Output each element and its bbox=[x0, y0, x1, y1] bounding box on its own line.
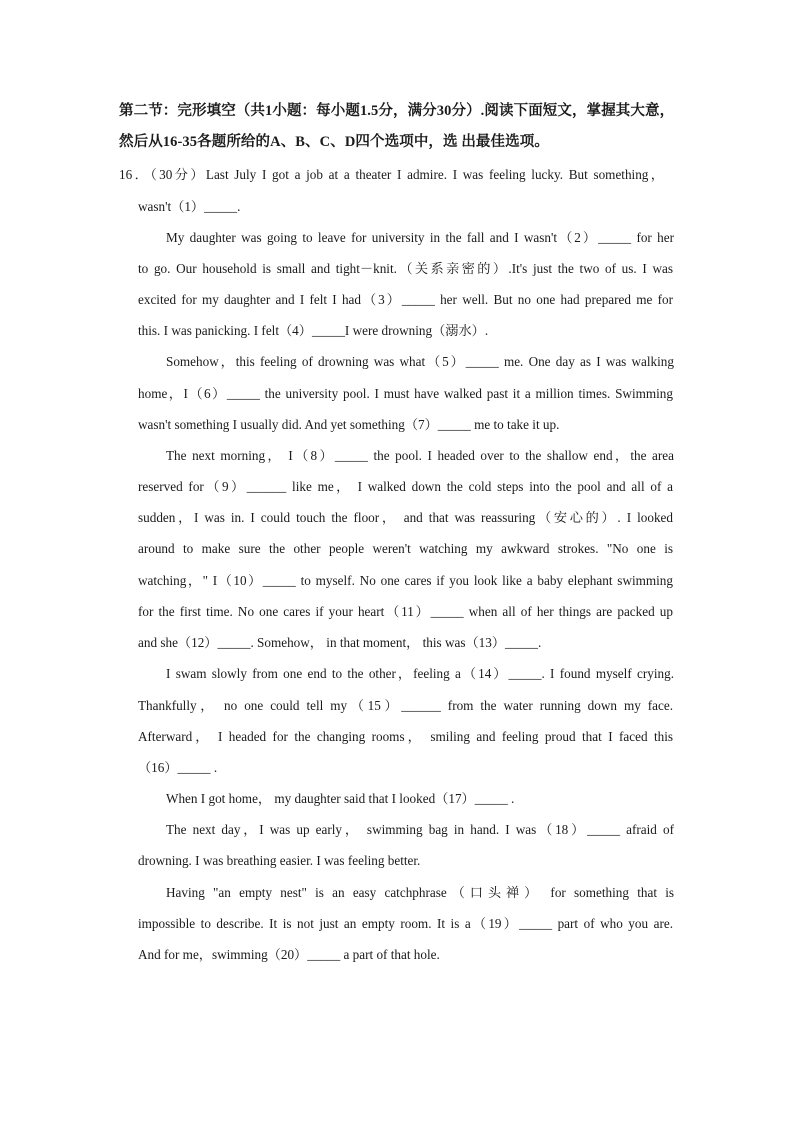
question-line: to go. Our household is small and tight－knit.（关系亲密的）.It's just the two of us. I was bbox=[138, 261, 673, 276]
question-line: for the first time. No one cares if your heart（11）_____ when all of her things are packed up bbox=[138, 604, 673, 619]
section-heading-line-2: 然后从16-35各题所给的A、B、C、D四个选项中，选 出最佳选项。 bbox=[119, 134, 549, 150]
question-line: excited for my daughter and I felt I had（3）_____ her well. But no one had prepared me for bbox=[138, 292, 673, 307]
question-line: Afterward， I headed for the changing rooms， smiling and feeling proud that I faced this bbox=[138, 729, 673, 744]
section-heading-line-1: 第二节：完形填空（共1小题：每小题1.5分，满分30分）.阅读下面短文，掌握其大意， bbox=[119, 103, 675, 119]
question-line: When I got home， my daughter said that I looked（17）_____ . bbox=[166, 791, 515, 806]
question-line: wasn't something I usually did. And yet something（7）_____ me to take it up. bbox=[138, 417, 560, 432]
question-line: watching，" I（10）_____ to myself. No one cares if you look like a baby elephant swimming bbox=[138, 573, 673, 588]
question-line: drowning. I was breathing easier. I was feeling better. bbox=[138, 853, 421, 868]
question-line: The next morning， I（8）_____ the pool. I headed over to the shallow end，the area bbox=[166, 448, 674, 463]
question-line: this. I was panicking. I felt（4）_____I were drowning（溺水）. bbox=[138, 323, 489, 338]
question-line: 16．（30分）Last July I got a job at a theater I admire. I was feeling lucky. But something， bbox=[119, 167, 664, 182]
section-heading bbox=[119, 96, 679, 158]
question-line: impossible to describe. It is not just an empty room. It is a（19）_____ part of who you are. bbox=[138, 916, 673, 931]
question-line: around to make sure the other people weren't watching my awkward strokes. "No one is bbox=[138, 541, 673, 556]
question-line: I swam slowly from one end to the other，feeling a（14）_____. I found myself crying. bbox=[166, 666, 674, 681]
question-line: Thankfully， no one could tell my（15）______ from the water running down my face. bbox=[138, 698, 673, 713]
question-line: reserved for（9）______ like me， I walked down the cold steps into the pool and all of a bbox=[138, 479, 673, 494]
question-line: sudden，I was in. I could touch the floor， and that was reassuring（安心的）. I looked bbox=[138, 510, 673, 525]
question-line: Somehow，this feeling of drowning was what（5）_____ me. One day as I was walking bbox=[166, 354, 674, 369]
question-line: My daughter was going to leave for university in the fall and I wasn't（2）_____ for her bbox=[166, 230, 674, 245]
question-line: （16）_____ . bbox=[138, 760, 218, 775]
question-line: And for me，swimming（20）_____ a part of that hole. bbox=[138, 947, 440, 962]
question-line: home，I（6）_____ the university pool. I must have walked past it a million times. Swimming bbox=[138, 386, 673, 401]
question-line: wasn't（1）_____. bbox=[138, 199, 241, 214]
question-line: Having "an empty nest" is an easy catchphrase（口头禅） for something that is bbox=[166, 885, 674, 900]
question-line: The next day，I was up early， swimming bag in hand. I was（18）_____ afraid of bbox=[166, 822, 674, 837]
question-line: and she（12）_____. Somehow， in that moment， this was（13）_____. bbox=[138, 635, 542, 650]
